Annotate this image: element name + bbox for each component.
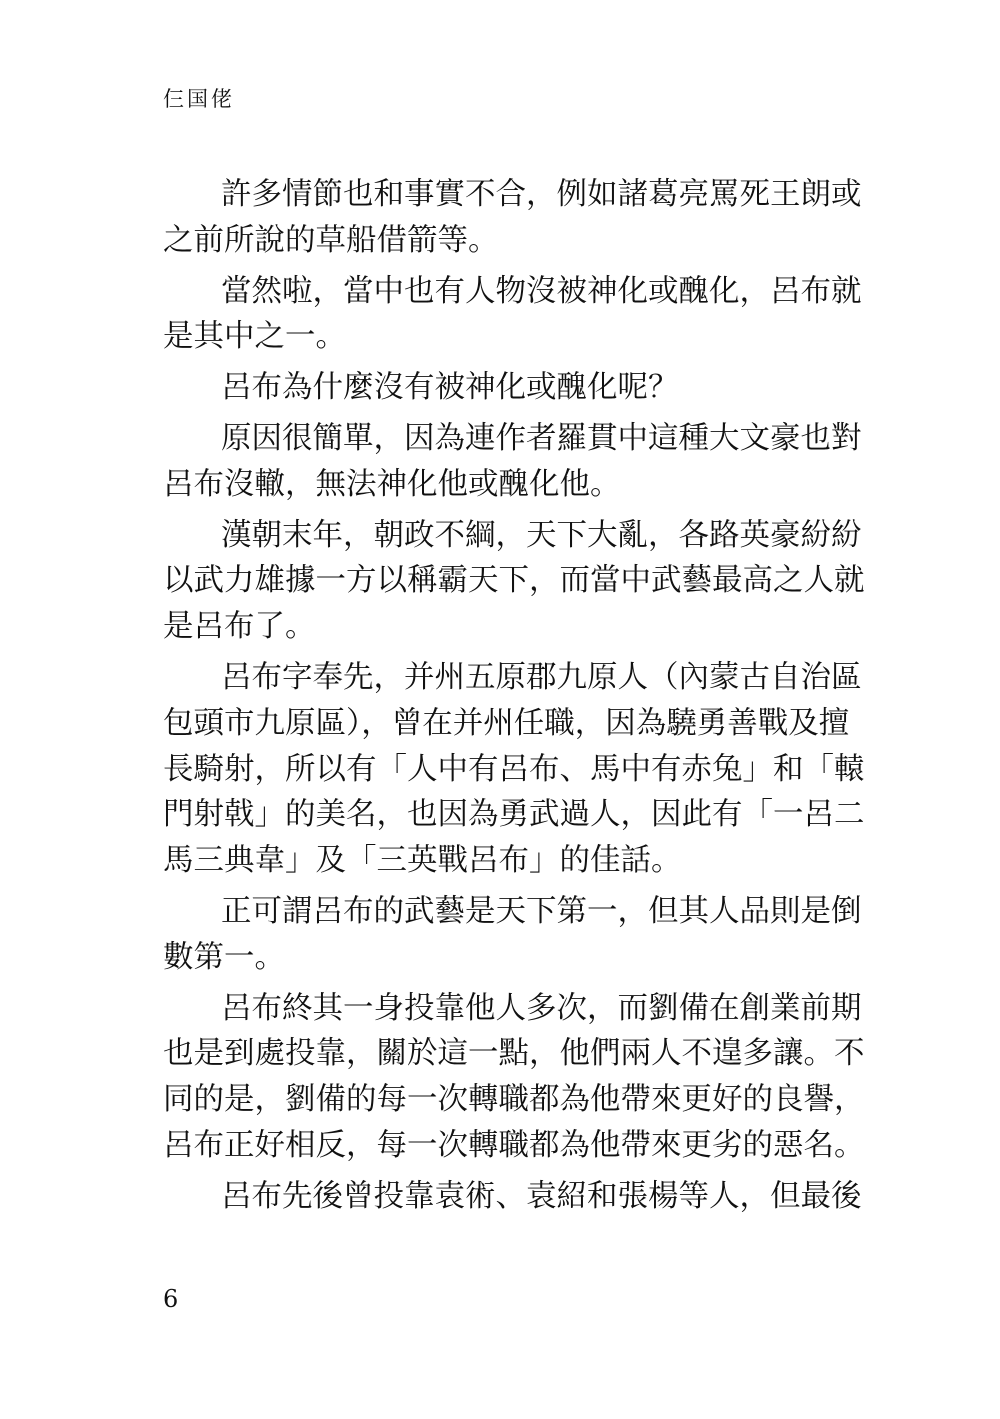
text-line: 呂布先後曾投靠袁術、袁紹和張楊等人，但最後 bbox=[221, 1178, 862, 1214]
text-line: 長騎射，所以有「人中有呂布、馬中有赤兔」和「轅 bbox=[163, 751, 865, 787]
text-line: 呂布正好相反，每一次轉職都為他帶來更劣的惡名。 bbox=[163, 1127, 865, 1163]
text-line: 馬三典韋」及「三英戰呂布」的佳話。 bbox=[163, 843, 682, 879]
text-line: 數第一。 bbox=[163, 939, 285, 975]
text-line: 也是到處投靠，關於這一點，他們兩人不遑多讓。不 bbox=[163, 1036, 865, 1072]
text-line: 當然啦，當中也有人物沒被神化或醜化，呂布就 bbox=[221, 273, 862, 309]
text-line: 呂布終其一身投靠他人多次，而劉備在創業前期 bbox=[221, 990, 862, 1026]
paragraph bbox=[163, 889, 862, 981]
text-line: 許多情節也和事實不合，例如諸葛亮罵死王朗或 bbox=[221, 177, 862, 212]
running-header-title: 仨国佬 bbox=[163, 87, 235, 111]
paragraph bbox=[163, 513, 865, 650]
text-line: 正可謂呂布的武藝是天下第一，但其人品則是倒 bbox=[221, 893, 862, 929]
paragraph bbox=[163, 416, 862, 508]
text-line: 同的是，劉備的每一次轉職都為他帶來更好的良譽， bbox=[163, 1082, 865, 1118]
paragraph bbox=[163, 1174, 862, 1220]
text-line: 漢朝末年，朝政不綱，天下大亂，各路英豪紛紛 bbox=[221, 517, 862, 553]
text-line: 是呂布了。 bbox=[163, 609, 316, 645]
paragraph bbox=[163, 172, 862, 264]
text-line: 是其中之一。 bbox=[163, 319, 346, 355]
paragraph bbox=[163, 365, 843, 411]
text-line: 包頭市九原區），曾在并州任職，因為驍勇善戰及擅 bbox=[163, 705, 850, 741]
text-line: 之前所說的草船借箭等。 bbox=[163, 222, 499, 258]
text-line: 呂布沒轍，無法神化他或醜化他。 bbox=[163, 466, 621, 502]
body-text bbox=[163, 172, 865, 1225]
text-line: 門射戟」的美名，也因為勇武過人，因此有「一呂二 bbox=[163, 797, 865, 833]
paragraph bbox=[163, 986, 865, 1169]
paragraph bbox=[163, 269, 862, 361]
text-line: 原因很簡單，因為連作者羅貫中這種大文豪也對 bbox=[221, 420, 862, 456]
text-line: 呂布字奉先，并州五原郡九原人（內蒙古自治區 bbox=[221, 659, 862, 695]
page-number: 6 bbox=[163, 1285, 179, 1313]
paragraph bbox=[163, 655, 865, 884]
text-line: 呂布為什麼沒有被神化或醜化呢？ bbox=[221, 370, 679, 406]
text-line: 以武力雄據一方以稱霸天下，而當中武藝最高之人就 bbox=[163, 563, 865, 599]
